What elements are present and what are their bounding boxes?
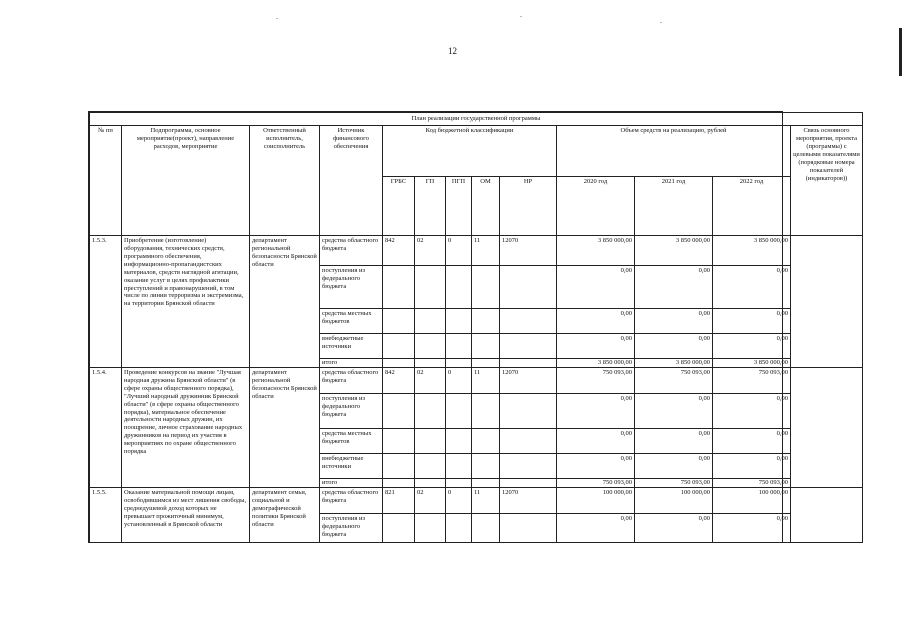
amount-2021: 0,00 — [635, 309, 713, 334]
code-nr — [500, 359, 557, 368]
code-grbs — [383, 513, 415, 542]
funding-source: поступления из федерального бюджета — [320, 513, 383, 542]
header-subprogram: Подпрограмма, основное мероприятие(проект), направление расходов, мероприятие — [122, 126, 250, 236]
header-nr: НР — [500, 177, 557, 236]
amount-2022: 0,00 — [713, 393, 791, 428]
amount-2022: 0,00 — [713, 513, 791, 542]
code-grbs — [383, 428, 415, 453]
code-gp — [415, 359, 446, 368]
code-gp — [415, 428, 446, 453]
funding-source: средства местных бюджетов — [320, 428, 383, 453]
table-row — [90, 487, 863, 513]
program-plan-table — [88, 111, 860, 543]
code-pgp — [446, 359, 472, 368]
funding-source: итого — [320, 359, 383, 368]
funding-source: средства местных бюджетов — [320, 309, 383, 334]
code-grbs: 842 — [383, 367, 415, 393]
header-2022: 2022 год — [713, 177, 791, 236]
row-number: 1.5.4. — [90, 367, 122, 487]
code-nr — [500, 266, 557, 309]
amount-2022: 0,00 — [713, 334, 791, 359]
code-grbs — [383, 359, 415, 368]
total-2021: 750 093,00 — [635, 478, 713, 487]
table-row — [90, 367, 863, 393]
code-om: 11 — [472, 367, 500, 393]
header-2021: 2021 год — [635, 177, 713, 236]
header-indicator-link: Связь основного мероприятия, проекта (программы) с целевыми показателями (порядковые номера показателей (индикаторов)) — [791, 126, 863, 236]
header-om: ОМ — [472, 177, 500, 236]
total-2021: 3 850 000,00 — [635, 359, 713, 368]
code-nr: 12070 — [500, 487, 557, 513]
funding-source: средства областного бюджета — [320, 236, 383, 266]
page-number: 12 — [448, 46, 457, 56]
total-2022: 3 850 000,00 — [713, 359, 791, 368]
header-2020: 2020 год — [557, 177, 635, 236]
code-om — [472, 266, 500, 309]
indicator-link-cell — [791, 367, 863, 487]
code-om — [472, 309, 500, 334]
funding-source: поступления из федерального бюджета — [320, 393, 383, 428]
code-gp — [415, 266, 446, 309]
activity-name: Проведение конкурсов на звание "Лучшая народная дружина Брянской области" (в сфере охраны общественного порядка), "Лучший народный дружинник Брянской области" (в сфере охраны общественного порядка), материальное обеспечение деятельности народных дружин, их поощрение, личное страхование народных дружинников на период их участия в мероприятиях по охране общественного порядка — [122, 367, 250, 487]
total-2020: 750 093,00 — [557, 478, 635, 487]
amount-2020: 0,00 — [557, 309, 635, 334]
table-row — [90, 236, 863, 266]
header-pgp: ПГП — [446, 177, 472, 236]
amount-2022: 100 000,00 — [713, 487, 791, 513]
code-grbs — [383, 453, 415, 478]
code-gp: 02 — [415, 236, 446, 266]
code-pgp — [446, 478, 472, 487]
code-om — [472, 334, 500, 359]
amount-2022: 0,00 — [713, 428, 791, 453]
indicator-link-cell — [791, 236, 863, 368]
code-nr — [500, 478, 557, 487]
header-grbs: ГРБС — [383, 177, 415, 236]
funding-source: средства областного бюджета — [320, 487, 383, 513]
amount-2021: 0,00 — [635, 266, 713, 309]
code-om: 11 — [472, 236, 500, 266]
amount-2020: 0,00 — [557, 266, 635, 309]
amount-2021: 0,00 — [635, 393, 713, 428]
code-gp — [415, 478, 446, 487]
amount-2020: 750 093,00 — [557, 367, 635, 393]
code-grbs — [383, 478, 415, 487]
amount-2021: 750 093,00 — [635, 367, 713, 393]
code-nr — [500, 334, 557, 359]
code-pgp — [446, 334, 472, 359]
indicator-link-cell — [791, 487, 863, 542]
amount-2022: 0,00 — [713, 266, 791, 309]
amount-2020: 0,00 — [557, 393, 635, 428]
code-grbs: 821 — [383, 487, 415, 513]
code-nr — [500, 513, 557, 542]
code-gp: 02 — [415, 487, 446, 513]
responsible-executor: департамент региональной безопасности Брянской области — [250, 367, 320, 487]
code-om — [472, 393, 500, 428]
amount-2022: 3 850 000,00 — [713, 236, 791, 266]
code-grbs — [383, 309, 415, 334]
code-pgp: 0 — [446, 236, 472, 266]
code-gp — [415, 513, 446, 542]
code-gp — [415, 393, 446, 428]
amount-2020: 0,00 — [557, 513, 635, 542]
total-2022: 750 093,00 — [713, 478, 791, 487]
responsible-executor: департамент семьи, социальной и демографической политики Брянской области — [250, 487, 320, 542]
activity-name: Приобретение (изготовление) оборудования, технических средств, программного обеспечения, информационно-пропагандистских материалов, средств наглядной агитации, оказание услуг в целях профилактики преступлений и правонарушений, в том числе по линии терроризма и экстремизма, на территории Брянской области — [122, 236, 250, 368]
amount-2020: 0,00 — [557, 453, 635, 478]
amount-2022: 750 093,00 — [713, 367, 791, 393]
code-gp — [415, 453, 446, 478]
code-pgp — [446, 309, 472, 334]
code-om — [472, 513, 500, 542]
code-pgp — [446, 453, 472, 478]
code-om — [472, 453, 500, 478]
amount-2021: 0,00 — [635, 513, 713, 542]
funding-source: внебюджетные источники — [320, 334, 383, 359]
amount-2022: 0,00 — [713, 453, 791, 478]
code-pgp — [446, 513, 472, 542]
code-om — [472, 359, 500, 368]
amount-2022: 0,00 — [713, 309, 791, 334]
header-sources: Источник финансового обеспечения — [320, 126, 383, 236]
funding-source: поступления из федерального бюджета — [320, 266, 383, 309]
code-pgp — [446, 266, 472, 309]
table-title: План реализации государственной программы — [90, 113, 863, 126]
amount-2021: 3 850 000,00 — [635, 236, 713, 266]
code-nr — [500, 453, 557, 478]
header-responsible: Ответственный исполнитель, соисполнитель — [250, 126, 320, 236]
code-gp — [415, 334, 446, 359]
funding-source: итого — [320, 478, 383, 487]
row-number: 1.5.5. — [90, 487, 122, 542]
code-gp: 02 — [415, 367, 446, 393]
code-nr: 12070 — [500, 236, 557, 266]
code-pgp: 0 — [446, 367, 472, 393]
code-pgp — [446, 393, 472, 428]
code-gp — [415, 309, 446, 334]
scan-speck — [520, 16, 522, 17]
scan-edge-line — [899, 28, 902, 76]
amount-2020: 100 000,00 — [557, 487, 635, 513]
header-kbk: Код бюджетной классификации — [383, 126, 557, 177]
code-grbs — [383, 393, 415, 428]
funding-source: внебюджетные источники — [320, 453, 383, 478]
code-nr — [500, 393, 557, 428]
code-pgp — [446, 428, 472, 453]
amount-2021: 0,00 — [635, 334, 713, 359]
amount-2021: 0,00 — [635, 453, 713, 478]
code-om — [472, 478, 500, 487]
scan-speck — [276, 18, 278, 19]
funding-source: средства областного бюджета — [320, 367, 383, 393]
amount-2020: 3 850 000,00 — [557, 236, 635, 266]
total-2020: 3 850 000,00 — [557, 359, 635, 368]
amount-2021: 100 000,00 — [635, 487, 713, 513]
amount-2020: 0,00 — [557, 334, 635, 359]
code-om: 11 — [472, 487, 500, 513]
scan-speck — [660, 22, 662, 23]
code-nr: 12070 — [500, 367, 557, 393]
amount-2021: 0,00 — [635, 428, 713, 453]
code-om — [472, 428, 500, 453]
code-nr — [500, 428, 557, 453]
header-volume: Объем средств на реализацию, рублей — [557, 126, 791, 177]
row-number: 1.5.3. — [90, 236, 122, 368]
code-nr — [500, 309, 557, 334]
activity-name: Оказание материальной помощи лицам, освободившимся из мест лишения свободы, среднедушевой доход которых не превышает прожиточный минимум, установленный в Брянской области — [122, 487, 250, 542]
amount-2020: 0,00 — [557, 428, 635, 453]
code-grbs: 842 — [383, 236, 415, 266]
header-no: № пп — [90, 126, 122, 236]
header-gp: ГП — [415, 177, 446, 236]
code-grbs — [383, 266, 415, 309]
code-grbs — [383, 334, 415, 359]
responsible-executor: департамент региональной безопасности Брянской области — [250, 236, 320, 368]
code-pgp: 0 — [446, 487, 472, 513]
